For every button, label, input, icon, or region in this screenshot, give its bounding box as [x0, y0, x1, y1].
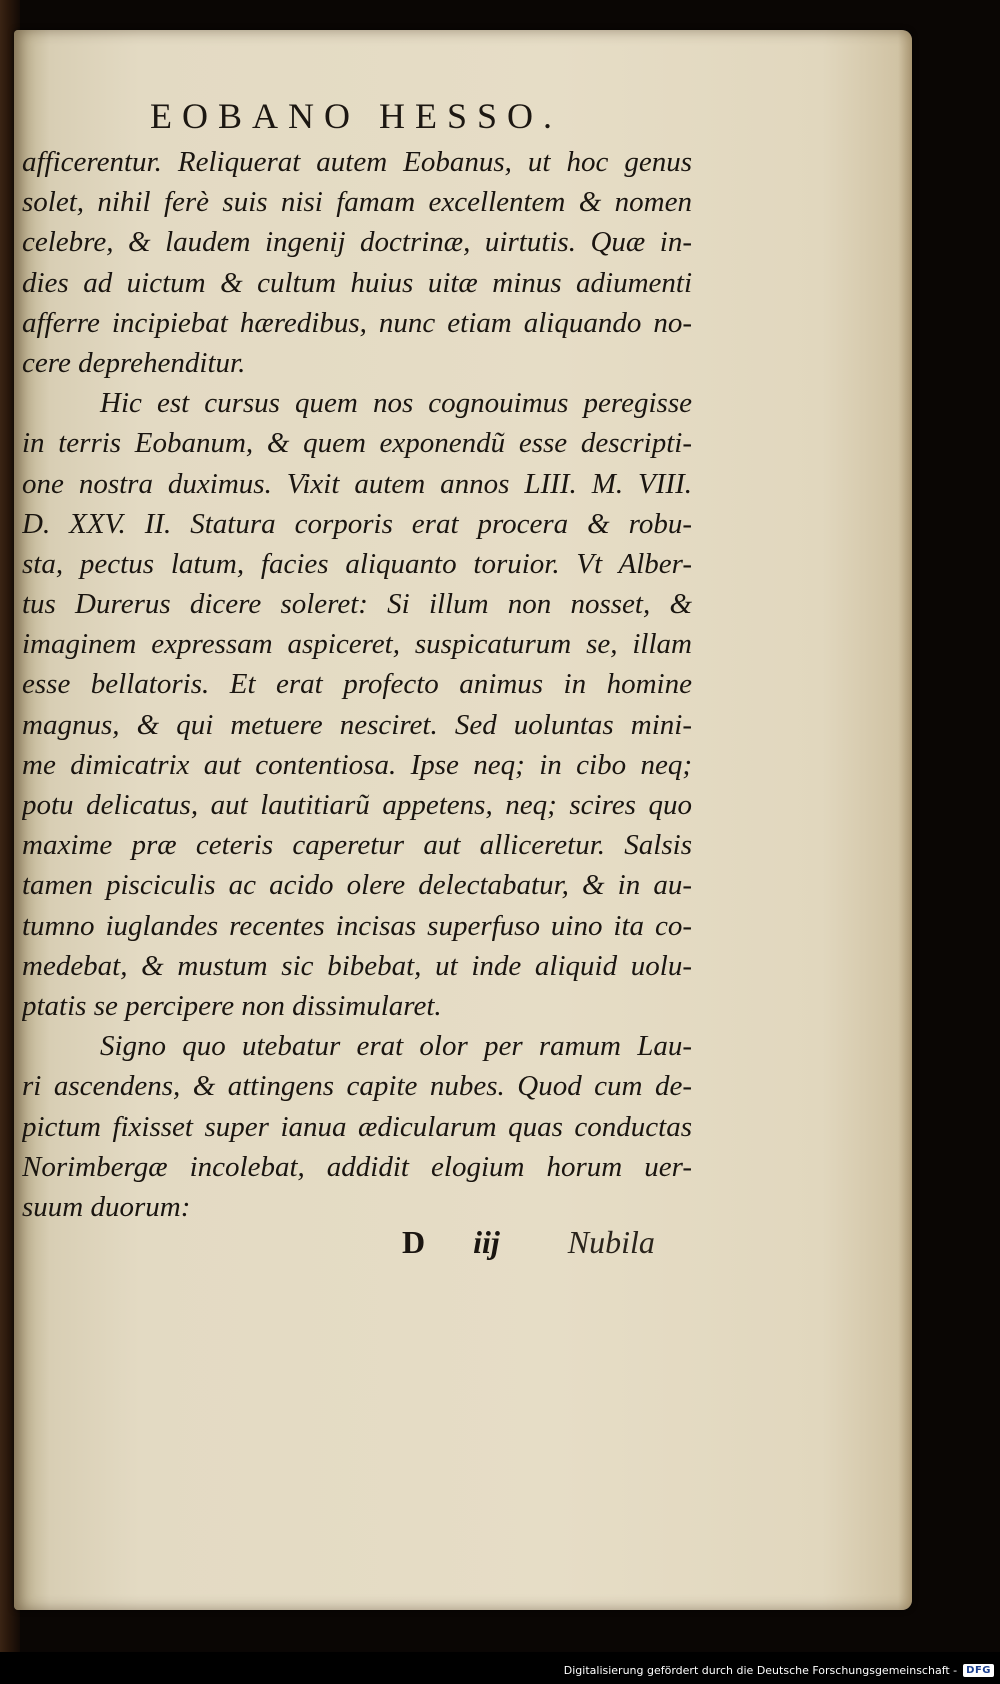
text-line: suum duorum:: [22, 1190, 191, 1223]
text-line: sta, pectus latum, facies aliquanto toruior. Vt Alber-: [22, 547, 692, 580]
signature-line: [402, 1224, 662, 1261]
text-line: esse bellatoris. Et erat profecto animus in homine: [22, 668, 692, 701]
text-line: ri ascendens, & attingens capite nubes. Quod cum de-: [22, 1070, 692, 1103]
page-fore-edge: [898, 30, 912, 1610]
text-line: cere deprehenditur.: [22, 346, 246, 379]
signature-mark: D: [402, 1224, 426, 1260]
text-line: afferre incipiebat hæredibus, nunc etiam aliquando no-: [22, 306, 692, 339]
text-line: pictum fixisset super ianua ædicularum quas conductas: [22, 1110, 692, 1143]
catchword: Nubila: [567, 1224, 655, 1260]
text-line: tus Durerus dicere soleret: Si illum non nosset, &: [22, 588, 692, 621]
text-line: me dimicatrix aut contentiosa. Ipse neq; in cibo neq;: [22, 748, 692, 781]
text-line: in terris Eobanum, & quem exponendũ esse descripti-: [22, 427, 692, 460]
text-line: celebre, & laudem ingenij doctrinæ, uirtutis. Quæ in-: [22, 226, 692, 259]
paragraph-first-line: Hic est cursus quem nos cognouimus peregisse: [100, 387, 692, 420]
dfg-logo: DFG: [963, 1664, 994, 1677]
paragraph-first-line: Signo quo utebatur erat olor per ramum Lau-: [100, 1030, 692, 1063]
text-line: potu delicatus, aut lautitiarũ appetens, neq; scires quo: [22, 789, 692, 821]
text-line: dies ad uictum & cultum huius uitæ minus adiumenti: [22, 266, 692, 299]
text-line: magnus, & qui metuere nesciret. Sed uoluntas mini-: [22, 708, 692, 741]
text-line: maxime præ ceteris caperetur aut alliceretur. Salsis: [22, 829, 692, 862]
text-line: afficerentur. Reliquerat autem Eobanus, ut hoc genus: [22, 146, 692, 178]
footer-credit: Digitalisierung gefördert durch die Deutsche Forschungsgemeinschaft -: [563, 1663, 958, 1677]
text-line: Norimbergæ incolebat, addidit elogium horum uer-: [22, 1150, 692, 1183]
text-line: tumno iuglandes recentes incisas superfuso uino ita co-: [22, 909, 692, 942]
text-line: solet, nihil ferè suis nisi famam excellentem & nomen: [22, 186, 692, 219]
body-text: [22, 142, 692, 1227]
digitization-footer: [564, 1658, 994, 1682]
text-line: imaginem expressam aspiceret, suspicaturum se, illam: [22, 628, 692, 661]
text-line: tamen pisciculis ac acido olere delectabatur, & in au-: [22, 869, 692, 902]
text-line: ptatis se percipere non dissimularet.: [22, 989, 442, 1022]
text-line: one nostra duximus. Vixit autem annos LIII. M. VIII.: [22, 467, 692, 500]
signature-number: iij: [473, 1224, 500, 1260]
running-head: EOBANO HESSO.: [150, 96, 563, 136]
text-line: medebat, & mustum sic bibebat, ut inde aliquid uolu-: [22, 949, 692, 982]
text-line: D. XXV. II. Statura corporis erat procera & robu-: [22, 507, 692, 540]
